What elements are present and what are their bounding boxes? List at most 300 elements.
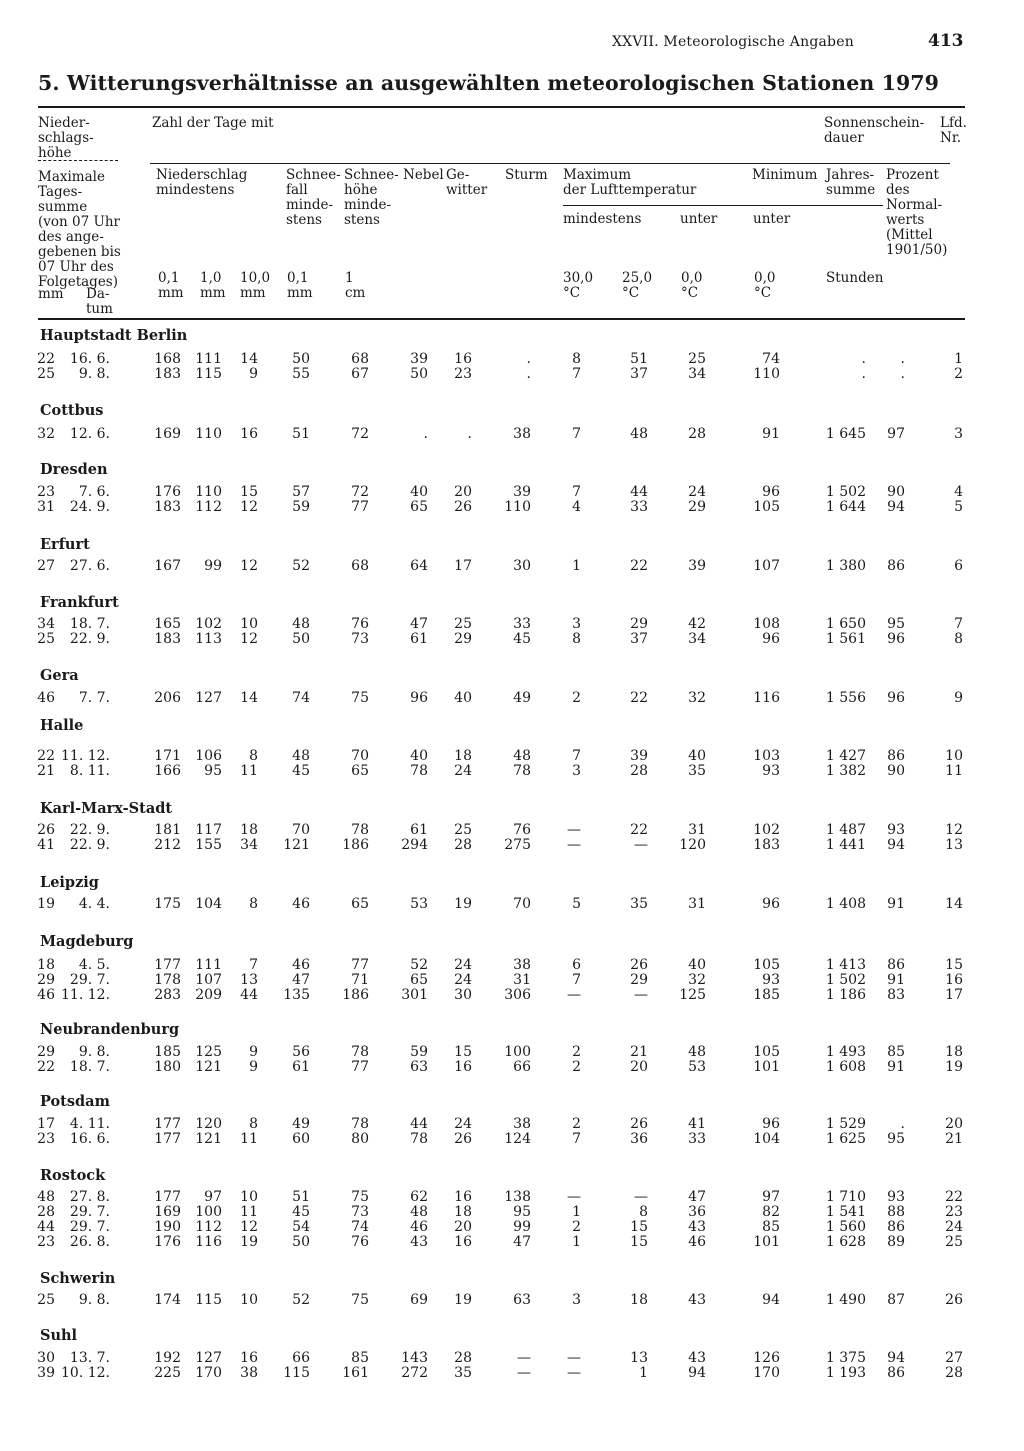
cell-tage-01mm: 174 (154, 1292, 181, 1308)
cell-sturm: 66 (513, 1059, 531, 1075)
cell-max-25c: 29 (630, 972, 648, 988)
cell-prozent-normalwert: 90 (887, 484, 905, 500)
station-name: Cottbus (40, 402, 104, 419)
cell-sturm: 275 (504, 837, 531, 853)
cell-min-unter-0c: 183 (753, 837, 780, 853)
cell-tage-10mm: 107 (195, 972, 222, 988)
cell-gewitter: 19 (454, 1292, 472, 1308)
cell-tage-100mm: 16 (240, 1350, 258, 1366)
cell-schneefall: 50 (292, 1234, 310, 1250)
cell-max-30c: 7 (572, 972, 581, 988)
cell-schneefall: 45 (292, 1204, 310, 1220)
cell-sturm: . (526, 366, 531, 382)
cell-tage-100mm: 12 (240, 558, 258, 574)
cell-tage-10mm: 111 (195, 957, 222, 973)
cell-max-25c: 22 (630, 558, 648, 574)
cell-min-unter-0c: 97 (762, 1189, 780, 1205)
cell-tage-100mm: 11 (240, 1131, 258, 1147)
cell-tage-100mm: 9 (249, 366, 258, 382)
cell-gewitter: 23 (454, 366, 472, 382)
cell-max-25c: 20 (630, 1059, 648, 1075)
cell-max-30c: — (567, 822, 581, 838)
cell-schneefall: 46 (292, 896, 310, 912)
header-maximum-lufttemp: Maximum der Lufttemperatur (563, 167, 697, 198)
cell-max-25c: 35 (630, 896, 648, 912)
cell-max-25c: 21 (630, 1044, 648, 1060)
cell-tage-100mm: 34 (240, 837, 258, 853)
cell-mm: 22 (37, 748, 55, 764)
cell-mm: 25 (37, 631, 55, 647)
cell-schneehoehe: 78 (351, 822, 369, 838)
cell-min-unter-0c: 107 (753, 558, 780, 574)
cell-lfd-nr: 19 (945, 1059, 963, 1075)
cell-tage-01mm: 169 (154, 1204, 181, 1220)
station-name: Karl-Marx-Stadt (40, 800, 173, 817)
cell-min-unter-0c: 96 (762, 484, 780, 500)
cell-datum: 22. 9. (69, 631, 110, 647)
cell-schneehoehe: 75 (351, 1292, 369, 1308)
cell-nebel: 294 (401, 837, 428, 853)
cell-min-unter-0c: 102 (753, 822, 780, 838)
cell-gewitter: 25 (454, 616, 472, 632)
cell-mm: 25 (37, 366, 55, 382)
cell-tage-01mm: 192 (154, 1350, 181, 1366)
cell-datum: 7. 7. (78, 690, 110, 706)
cell-tage-100mm: 8 (249, 1116, 258, 1132)
table-top-rule (38, 106, 965, 108)
cell-nebel: 78 (410, 763, 428, 779)
cell-prozent-normalwert: 93 (887, 1189, 905, 1205)
cell-tage-10mm: 121 (195, 1059, 222, 1075)
cell-mm: 23 (37, 1234, 55, 1250)
cell-max-25c: 22 (630, 690, 648, 706)
cell-prozent-normalwert: 89 (887, 1234, 905, 1250)
cell-sturm: 138 (504, 1189, 531, 1205)
cell-max-unter-0c: 40 (688, 748, 706, 764)
station-name: Rostock (40, 1167, 106, 1184)
cell-max-unter-0c: 28 (688, 426, 706, 442)
cell-sturm: — (517, 1350, 531, 1366)
cell-datum: 9. 8. (78, 366, 110, 382)
station-name: Hauptstadt Berlin (40, 327, 188, 344)
cell-mm: 31 (37, 499, 55, 515)
cell-schneehoehe: 72 (351, 484, 369, 500)
cell-prozent-normalwert: 91 (887, 1059, 905, 1075)
cell-lfd-nr: 22 (945, 1189, 963, 1205)
cell-max-unter-0c: 46 (688, 1234, 706, 1250)
cell-tage-100mm: 10 (240, 1292, 258, 1308)
cell-datum: 13. 7. (69, 1350, 110, 1366)
cell-prozent-normalwert: 94 (887, 1350, 905, 1366)
cell-max-unter-0c: 120 (679, 837, 706, 853)
cell-tage-01mm: 177 (154, 1131, 181, 1147)
header-lfd-nr: Lfd. Nr. (940, 115, 967, 146)
cell-prozent-normalwert: 94 (887, 499, 905, 515)
cell-lfd-nr: 18 (945, 1044, 963, 1060)
cell-gewitter: 16 (454, 1234, 472, 1250)
station-name: Erfurt (40, 536, 90, 553)
cell-max-25c: 15 (630, 1219, 648, 1235)
cell-max-unter-0c: 47 (688, 1189, 706, 1205)
cell-gewitter: 35 (454, 1365, 472, 1381)
cell-gewitter: 16 (454, 351, 472, 367)
cell-sturm: 47 (513, 1234, 531, 1250)
cell-schneehoehe: 75 (351, 1189, 369, 1205)
cell-sonnenschein-stunden: 1 408 (825, 896, 866, 912)
cell-sonnenschein-stunden: 1 427 (825, 748, 866, 764)
cell-mm: 21 (37, 763, 55, 779)
station-name: Halle (40, 717, 84, 734)
cell-sonnenschein-stunden: 1 186 (825, 987, 866, 1003)
cell-min-unter-0c: 93 (762, 763, 780, 779)
cell-gewitter: 25 (454, 822, 472, 838)
cell-lfd-nr: 1 (954, 351, 963, 367)
cell-tage-100mm: 44 (240, 987, 258, 1003)
cell-tage-100mm: 12 (240, 499, 258, 515)
cell-schneehoehe: 72 (351, 426, 369, 442)
cell-datum: 29. 7. (69, 1204, 110, 1220)
cell-tage-01mm: 178 (154, 972, 181, 988)
cell-prozent-normalwert: 94 (887, 837, 905, 853)
cell-tage-100mm: 18 (240, 822, 258, 838)
cell-max-25c: 26 (630, 957, 648, 973)
cell-lfd-nr: 20 (945, 1116, 963, 1132)
cell-datum: 11. 12. (61, 987, 110, 1003)
cell-nebel: . (423, 426, 428, 442)
cell-min-unter-0c: 104 (753, 1131, 780, 1147)
cell-tage-01mm: 190 (154, 1219, 181, 1235)
cell-mm: 23 (37, 484, 55, 500)
cell-schneehoehe: 65 (351, 896, 369, 912)
cell-min-unter-0c: 116 (753, 690, 780, 706)
cell-sonnenschein-stunden: 1 193 (825, 1365, 866, 1381)
header-max-tagessumme: Maximale Tages- summe (von 07 Uhr des ange- gebenen bis 07 Uhr des Folgetages) (38, 169, 121, 290)
cell-schneehoehe: 85 (351, 1350, 369, 1366)
cell-nebel: 59 (410, 1044, 428, 1060)
cell-schneefall: 135 (283, 987, 310, 1003)
cell-nebel: 272 (401, 1365, 428, 1381)
cell-schneefall: 51 (292, 1189, 310, 1205)
cell-sturm: 49 (513, 690, 531, 706)
cell-max-30c: 2 (572, 1059, 581, 1075)
cell-prozent-normalwert: 86 (887, 558, 905, 574)
cell-max-unter-0c: 34 (688, 366, 706, 382)
cell-max-unter-0c: 40 (688, 957, 706, 973)
cell-min-unter-0c: 105 (753, 1044, 780, 1060)
cell-tage-100mm: 9 (249, 1059, 258, 1075)
cell-min-unter-0c: 96 (762, 631, 780, 647)
cell-tage-01mm: 175 (154, 896, 181, 912)
cell-sturm: 30 (513, 558, 531, 574)
cell-datum: 29. 7. (69, 1219, 110, 1235)
cell-max-25c: 37 (630, 366, 648, 382)
cell-sonnenschein-stunden: 1 493 (825, 1044, 866, 1060)
cell-tage-100mm: 9 (249, 1044, 258, 1060)
cell-schneefall: 48 (292, 616, 310, 632)
cell-tage-01mm: 283 (154, 987, 181, 1003)
cell-gewitter: 20 (454, 484, 472, 500)
cell-sonnenschein-stunden: . (861, 366, 866, 382)
cell-max-30c: 8 (572, 351, 581, 367)
cell-lfd-nr: 25 (945, 1234, 963, 1250)
cell-tage-10mm: 125 (195, 1044, 222, 1060)
cell-tage-10mm: 127 (195, 1350, 222, 1366)
cell-schneefall: 60 (292, 1131, 310, 1147)
cell-tage-10mm: 117 (195, 822, 222, 838)
cell-lfd-nr: 9 (954, 690, 963, 706)
cell-max-unter-0c: 31 (688, 896, 706, 912)
cell-max-unter-0c: 32 (688, 690, 706, 706)
cell-tage-100mm: 10 (240, 1189, 258, 1205)
cell-min-unter-0c: 91 (762, 426, 780, 442)
cell-lfd-nr: 12 (945, 822, 963, 838)
cell-gewitter: 16 (454, 1189, 472, 1205)
cell-mm: 25 (37, 1292, 55, 1308)
cell-nebel: 62 (410, 1189, 428, 1205)
cell-max-unter-0c: 34 (688, 631, 706, 647)
cell-sturm: 33 (513, 616, 531, 632)
page-number: 413 (928, 31, 964, 51)
cell-tage-01mm: 169 (154, 426, 181, 442)
cell-schneehoehe: 65 (351, 763, 369, 779)
header-unit-10mm: 1,0 mm (200, 270, 226, 301)
cell-max-unter-0c: 53 (688, 1059, 706, 1075)
cell-tage-01mm: 166 (154, 763, 181, 779)
cell-max-unter-0c: 31 (688, 822, 706, 838)
header-gewitter: Ge- witter (446, 167, 488, 198)
cell-schneefall: 57 (292, 484, 310, 500)
cell-mm: 29 (37, 972, 55, 988)
cell-gewitter: 19 (454, 896, 472, 912)
cell-tage-10mm: 116 (195, 1234, 222, 1250)
cell-max-25c: 13 (630, 1350, 648, 1366)
cell-tage-100mm: 15 (240, 484, 258, 500)
cell-schneehoehe: 77 (351, 499, 369, 515)
cell-tage-10mm: 99 (204, 558, 222, 574)
cell-mm: 46 (37, 987, 55, 1003)
cell-max-30c: 1 (572, 558, 581, 574)
cell-tage-01mm: 177 (154, 1116, 181, 1132)
cell-schneehoehe: 78 (351, 1116, 369, 1132)
cell-prozent-normalwert: 86 (887, 957, 905, 973)
cell-tage-01mm: 181 (154, 822, 181, 838)
cell-schneefall: 47 (292, 972, 310, 988)
cell-tage-10mm: 121 (195, 1131, 222, 1147)
cell-schneehoehe: 73 (351, 631, 369, 647)
cell-max-30c: 7 (572, 426, 581, 442)
cell-sonnenschein-stunden: 1 644 (825, 499, 866, 515)
cell-tage-100mm: 38 (240, 1365, 258, 1381)
cell-schneehoehe: 77 (351, 1059, 369, 1075)
header-unit-schneefall: 0,1 mm (287, 270, 313, 301)
cell-sonnenschein-stunden: 1 490 (825, 1292, 866, 1308)
cell-nebel: 61 (410, 822, 428, 838)
cell-sturm: 38 (513, 1116, 531, 1132)
cell-datum: 22. 9. (69, 822, 110, 838)
cell-tage-01mm: 225 (154, 1365, 181, 1381)
cell-lfd-nr: 6 (954, 558, 963, 574)
cell-tage-01mm: 167 (154, 558, 181, 574)
cell-prozent-normalwert: 96 (887, 690, 905, 706)
cell-nebel: 96 (410, 690, 428, 706)
cell-schneehoehe: 78 (351, 1044, 369, 1060)
cell-max-25c: 51 (630, 351, 648, 367)
cell-mm: 34 (37, 616, 55, 632)
header-unit-stunden: Stunden (826, 270, 884, 286)
cell-lfd-nr: 5 (954, 499, 963, 515)
cell-datum: 4. 11. (69, 1116, 110, 1132)
cell-tage-100mm: 10 (240, 616, 258, 632)
cell-max-30c: 7 (572, 484, 581, 500)
cell-tage-100mm: 11 (240, 763, 258, 779)
cell-sturm: 99 (513, 1219, 531, 1235)
station-name: Potsdam (40, 1093, 110, 1110)
cell-max-25c: 8 (639, 1204, 648, 1220)
cell-prozent-normalwert: 95 (887, 616, 905, 632)
cell-gewitter: 24 (454, 972, 472, 988)
cell-sonnenschein-stunden: 1 487 (825, 822, 866, 838)
cell-sonnenschein-stunden: 1 645 (825, 426, 866, 442)
cell-prozent-normalwert: 83 (887, 987, 905, 1003)
cell-sonnenschein-stunden: 1 625 (825, 1131, 866, 1147)
cell-lfd-nr: 16 (945, 972, 963, 988)
cell-schneehoehe: 186 (342, 837, 369, 853)
cell-max-30c: 7 (572, 1131, 581, 1147)
header-sonnenschein: Sonnenschein- dauer (824, 115, 925, 146)
cell-sturm: 45 (513, 631, 531, 647)
cell-max-30c: 3 (572, 1292, 581, 1308)
cell-schneehoehe: 161 (342, 1365, 369, 1381)
cell-sonnenschein-stunden: 1 628 (825, 1234, 866, 1250)
cell-tage-01mm: 183 (154, 499, 181, 515)
cell-nebel: 301 (401, 987, 428, 1003)
cell-schneefall: 50 (292, 631, 310, 647)
cell-gewitter: 28 (454, 837, 472, 853)
cell-datum: 24. 9. (69, 499, 110, 515)
header-divider-temp (563, 205, 883, 206)
cell-max-30c: 2 (572, 1219, 581, 1235)
cell-sonnenschein-stunden: 1 382 (825, 763, 866, 779)
cell-mm: 27 (37, 558, 55, 574)
cell-sonnenschein-stunden: 1 556 (825, 690, 866, 706)
cell-schneehoehe: 77 (351, 957, 369, 973)
cell-sonnenschein-stunden: 1 561 (825, 631, 866, 647)
cell-max-unter-0c: 33 (688, 1131, 706, 1147)
cell-mm: 26 (37, 822, 55, 838)
cell-tage-10mm: 170 (195, 1365, 222, 1381)
header-unit-30c: 30,0 °C (563, 270, 594, 301)
header-schneehoehe: Schnee- höhe minde- stens (344, 167, 399, 228)
cell-sturm: 70 (513, 896, 531, 912)
header-jahressumme: Jahres- summe (826, 167, 876, 198)
cell-tage-10mm: 110 (195, 426, 222, 442)
cell-max-30c: — (567, 1365, 581, 1381)
cell-max-30c: 4 (572, 499, 581, 515)
cell-schneefall: 59 (292, 499, 310, 515)
cell-tage-01mm: 177 (154, 957, 181, 973)
cell-tage-100mm: 14 (240, 351, 258, 367)
cell-schneefall: 45 (292, 763, 310, 779)
cell-tage-01mm: 177 (154, 1189, 181, 1205)
cell-lfd-nr: 27 (945, 1350, 963, 1366)
cell-max-30c: 1 (572, 1204, 581, 1220)
header-nebel: Nebel (403, 167, 444, 183)
cell-mm: 17 (37, 1116, 55, 1132)
cell-sturm: 63 (513, 1292, 531, 1308)
cell-schneehoehe: 73 (351, 1204, 369, 1220)
cell-max-30c: 3 (572, 616, 581, 632)
cell-lfd-nr: 23 (945, 1204, 963, 1220)
cell-max-unter-0c: 43 (688, 1350, 706, 1366)
cell-schneehoehe: 186 (342, 987, 369, 1003)
cell-datum: 16. 6. (69, 351, 110, 367)
cell-schneehoehe: 68 (351, 558, 369, 574)
cell-min-unter-0c: 74 (762, 351, 780, 367)
cell-mm: 19 (37, 896, 55, 912)
cell-max-25c: 1 (639, 1365, 648, 1381)
cell-mm: 46 (37, 690, 55, 706)
cell-min-unter-0c: 82 (762, 1204, 780, 1220)
cell-lfd-nr: 3 (954, 426, 963, 442)
station-name: Gera (40, 667, 79, 684)
cell-max-25c: — (634, 1189, 648, 1205)
cell-sonnenschein-stunden: 1 441 (825, 837, 866, 853)
cell-nebel: 53 (410, 896, 428, 912)
cell-nebel: 143 (401, 1350, 428, 1366)
cell-lfd-nr: 24 (945, 1219, 963, 1235)
cell-nebel: 39 (410, 351, 428, 367)
header-unit-100mm: 10,0 mm (240, 270, 271, 301)
cell-prozent-normalwert: 86 (887, 1219, 905, 1235)
cell-min-unter-0c: 108 (753, 616, 780, 632)
cell-sturm: 100 (504, 1044, 531, 1060)
cell-max-25c: — (634, 987, 648, 1003)
cell-datum: 18. 7. (69, 1059, 110, 1075)
station-name: Leipzig (40, 874, 99, 891)
cell-min-unter-0c: 101 (753, 1059, 780, 1075)
cell-gewitter: 18 (454, 748, 472, 764)
cell-max-25c: 15 (630, 1234, 648, 1250)
cell-mm: 28 (37, 1204, 55, 1220)
cell-min-unter-0c: 94 (762, 1292, 780, 1308)
header-unit-25c: 25,0 °C (622, 270, 653, 301)
cell-sonnenschein-stunden: 1 560 (825, 1219, 866, 1235)
cell-sturm: 31 (513, 972, 531, 988)
cell-lfd-nr: 26 (945, 1292, 963, 1308)
cell-max-25c: 33 (630, 499, 648, 515)
cell-tage-10mm: 100 (195, 1204, 222, 1220)
cell-min-unter-0c: 110 (753, 366, 780, 382)
cell-min-unter-0c: 126 (753, 1350, 780, 1366)
cell-sonnenschein-stunden: 1 375 (825, 1350, 866, 1366)
cell-datum: 18. 7. (69, 616, 110, 632)
cell-max-25c: 44 (630, 484, 648, 500)
cell-tage-100mm: 8 (249, 896, 258, 912)
cell-mm: 18 (37, 957, 55, 973)
header-unit-0c-min: 0,0 °C (754, 270, 776, 301)
cell-min-unter-0c: 93 (762, 972, 780, 988)
cell-mm: 29 (37, 1044, 55, 1060)
cell-datum: 22. 9. (69, 837, 110, 853)
cell-tage-10mm: 115 (195, 366, 222, 382)
cell-mm: 48 (37, 1189, 55, 1205)
cell-prozent-normalwert: 85 (887, 1044, 905, 1060)
cell-sturm: — (517, 1365, 531, 1381)
header-mm: mm (38, 286, 64, 302)
station-name: Frankfurt (40, 594, 119, 611)
cell-tage-10mm: 127 (195, 690, 222, 706)
cell-gewitter: 24 (454, 763, 472, 779)
